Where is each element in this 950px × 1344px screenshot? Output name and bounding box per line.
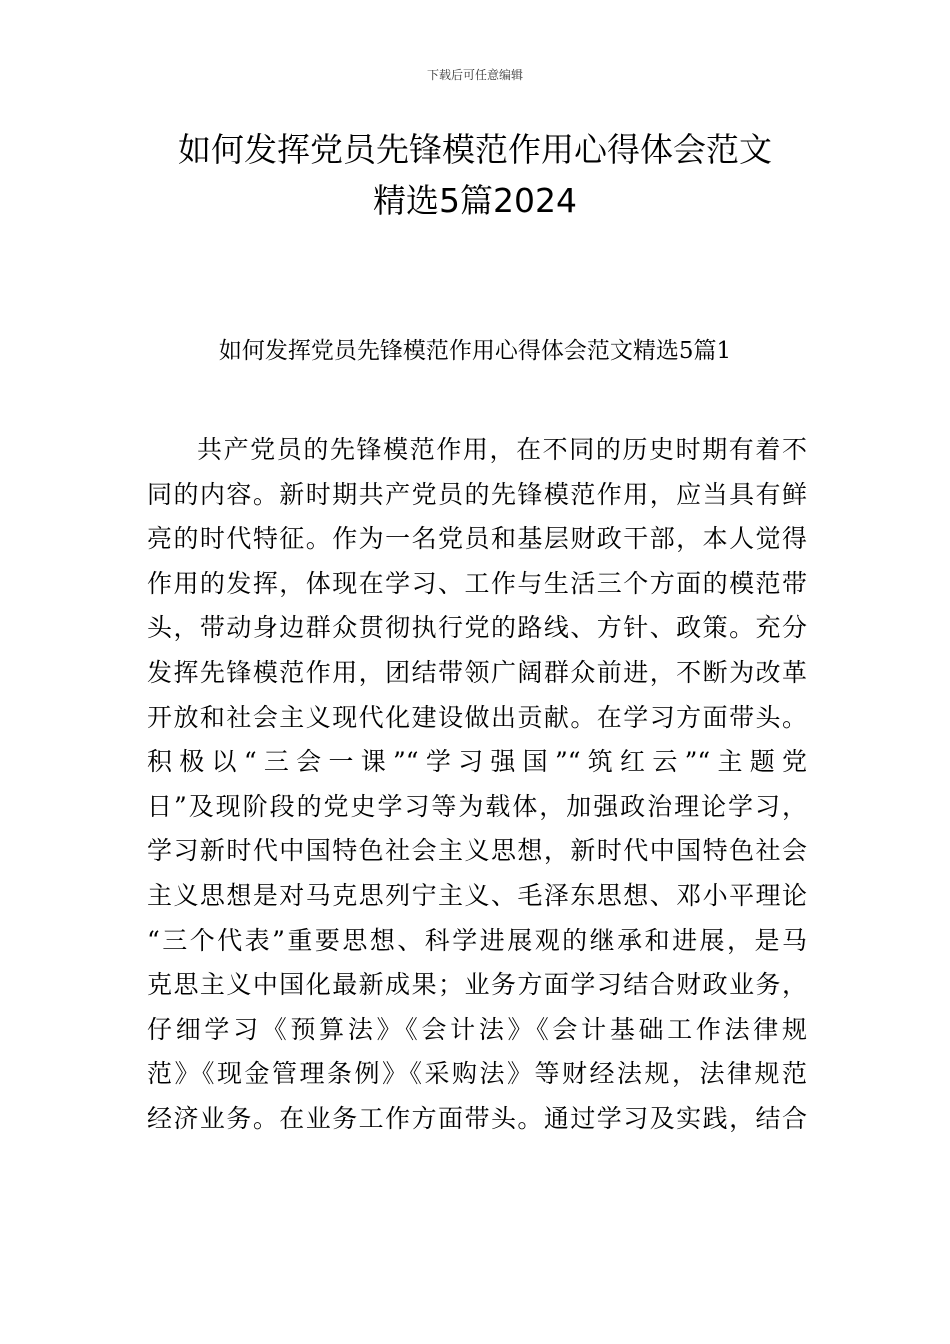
body-line: 克思主义中国化最新成果；业务方面学习结合财政业务，	[147, 970, 807, 1000]
header-note: 下载后可任意编辑	[426, 68, 523, 82]
body-line: 开放和社会主义现代化建设做出贡献。在学习方面带头。	[147, 702, 807, 732]
body-line: 亮的时代特征。作为一名党员和基层财政干部，本人觉得	[147, 524, 807, 554]
body-line: 作用的发挥，体现在学习、工作与生活三个方面的模范带	[147, 568, 807, 598]
document-title-line-1: 如何发挥党员先锋模范作用心得体会范文	[178, 130, 772, 169]
body-line: “三个代表”重要思想、科学进展观的继承和进展，是马	[147, 925, 807, 955]
body-line: 积极以“三会一课”“学习强国”“筑红云”“主题党	[147, 747, 807, 777]
document-title-line-2: 精选5篇2024	[373, 181, 577, 220]
body-line: 仔细学习《预算法》《会计法》《会计基础工作法律规	[147, 1014, 807, 1044]
body-line: 范》《现金管理条例》《采购法》等财经法规，法律规范	[147, 1059, 807, 1089]
body-line: 头，带动身边群众贯彻执行党的路线、方针、政策。充分	[147, 613, 807, 643]
body-line: 经济业务。在业务工作方面带头。通过学习及实践，结合	[147, 1103, 807, 1133]
section-heading: 如何发挥党员先锋模范作用心得体会范文精选5篇1	[218, 338, 732, 364]
body-line: 共产党员的先锋模范作用，在不同的历史时期有着不	[197, 435, 807, 464]
body-line: 日”及现阶段的党史学习等为载体，加强政治理论学习，	[147, 791, 807, 821]
body-line: 发挥先锋模范作用，团结带领广阔群众前进，不断为改革	[147, 657, 807, 687]
body-line: 主义思想是对马克思列宁主义、毛泽东思想、邓小平理论	[147, 880, 807, 910]
body-line: 学习新时代中国特色社会主义思想，新时代中国特色社会	[147, 836, 807, 866]
body-line: 同的内容。新时期共产党员的先锋模范作用，应当具有鲜	[147, 479, 807, 509]
body-paragraph	[147, 428, 807, 1142]
